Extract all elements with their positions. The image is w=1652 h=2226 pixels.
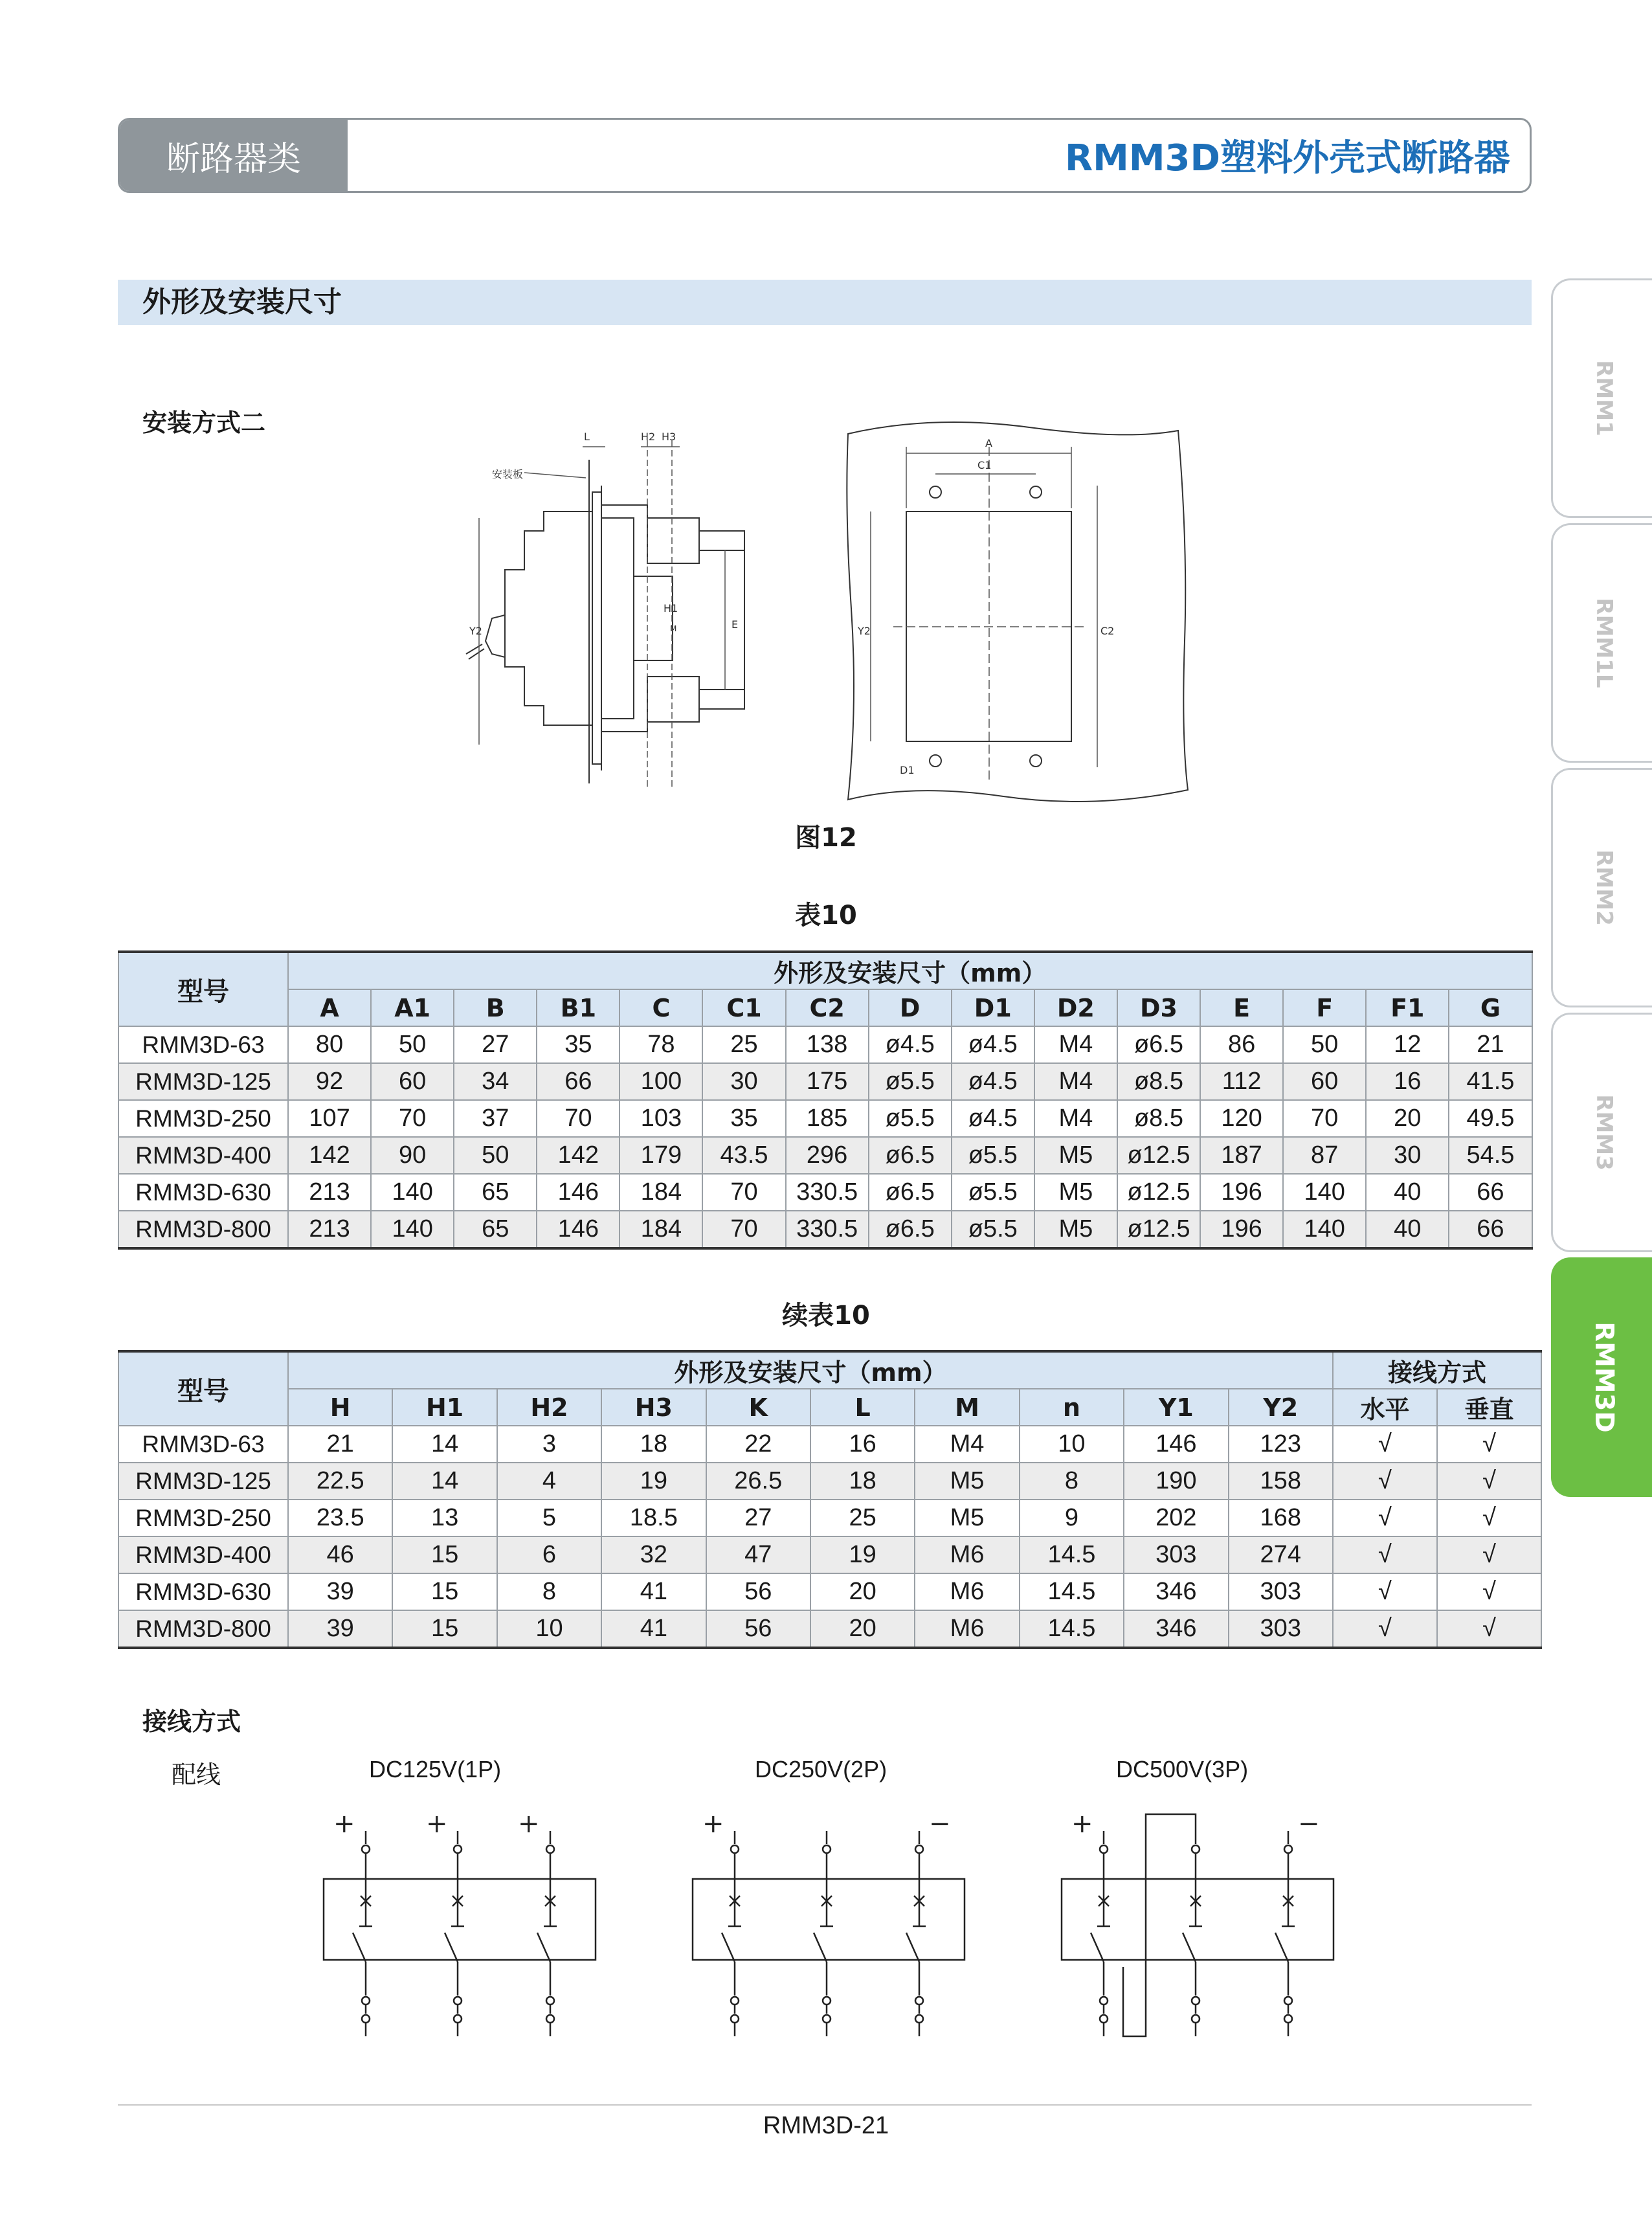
column-header: L bbox=[810, 1389, 915, 1426]
value-cell: ø8.5 bbox=[1117, 1063, 1200, 1100]
value-cell: 25 bbox=[810, 1500, 915, 1536]
value-cell: 330.5 bbox=[786, 1211, 869, 1248]
wiring-heading: 接线方式 bbox=[142, 1707, 241, 1736]
value-cell: 140 bbox=[371, 1211, 454, 1248]
value-cell: 140 bbox=[1283, 1211, 1366, 1248]
value-cell: M4 bbox=[1034, 1100, 1117, 1137]
value-cell: 196 bbox=[1200, 1211, 1283, 1248]
value-cell: 6 bbox=[497, 1536, 601, 1573]
value-cell: 32 bbox=[601, 1536, 706, 1573]
value-cell: 46 bbox=[288, 1536, 392, 1573]
wiring-column-header: 水平 bbox=[1333, 1389, 1437, 1426]
check-icon: √ bbox=[1333, 1536, 1437, 1573]
value-cell: 296 bbox=[786, 1137, 869, 1174]
table-row bbox=[118, 1610, 1541, 1648]
value-cell: 346 bbox=[1124, 1610, 1228, 1648]
minus-sign: − bbox=[929, 1809, 951, 1839]
value-cell: 20 bbox=[810, 1573, 915, 1610]
value-cell: 190 bbox=[1124, 1463, 1228, 1500]
value-cell: 14 bbox=[392, 1463, 497, 1500]
value-cell: 21 bbox=[1449, 1026, 1532, 1063]
value-cell: ø12.5 bbox=[1117, 1137, 1200, 1174]
value-cell: ø4.5 bbox=[952, 1026, 1034, 1063]
model-cell: RMM3D-630 bbox=[118, 1573, 288, 1610]
model-cell: RMM3D-800 bbox=[118, 1610, 288, 1648]
value-cell: 19 bbox=[601, 1463, 706, 1500]
value-cell: M6 bbox=[915, 1536, 1019, 1573]
value-cell: 60 bbox=[1283, 1063, 1366, 1100]
value-cell: 112 bbox=[1200, 1063, 1283, 1100]
label-y2-side: Y2 bbox=[469, 625, 482, 637]
column-header: D3 bbox=[1117, 989, 1200, 1026]
value-cell: 303 bbox=[1229, 1610, 1333, 1648]
value-cell: 50 bbox=[371, 1026, 454, 1063]
value-cell: 50 bbox=[454, 1137, 537, 1174]
front-view-drawing bbox=[835, 414, 1198, 816]
value-cell: 30 bbox=[1366, 1137, 1449, 1174]
page-header bbox=[118, 118, 1532, 193]
column-header: M bbox=[915, 1389, 1019, 1426]
value-cell: 90 bbox=[371, 1137, 454, 1174]
value-cell: M5 bbox=[1034, 1174, 1117, 1211]
value-cell: 13 bbox=[392, 1500, 497, 1536]
table-row bbox=[118, 1536, 1541, 1573]
value-cell: 41 bbox=[601, 1610, 706, 1648]
table-row bbox=[118, 1573, 1541, 1610]
value-cell: 66 bbox=[1449, 1211, 1532, 1248]
value-cell: 54.5 bbox=[1449, 1137, 1532, 1174]
value-cell: 22 bbox=[706, 1426, 810, 1463]
model-header: 型号 bbox=[118, 1351, 288, 1426]
value-cell: ø12.5 bbox=[1117, 1211, 1200, 1248]
value-cell: 37 bbox=[454, 1100, 537, 1137]
plus-sign: + bbox=[702, 1809, 724, 1839]
value-cell: 39 bbox=[288, 1573, 392, 1610]
value-cell: 14.5 bbox=[1020, 1536, 1124, 1573]
column-header: E bbox=[1200, 989, 1283, 1026]
section-title: 外形及安装尺寸 bbox=[142, 286, 342, 319]
value-cell: M6 bbox=[915, 1573, 1019, 1610]
value-cell: 19 bbox=[810, 1536, 915, 1573]
footer-rule bbox=[118, 2104, 1532, 2106]
table-row bbox=[118, 1026, 1532, 1063]
table10b-caption: 续表10 bbox=[782, 1301, 870, 1331]
label-panel: 安装板 bbox=[492, 468, 524, 480]
value-cell: 50 bbox=[1283, 1026, 1366, 1063]
side-view-drawing bbox=[453, 421, 816, 809]
value-cell: 70 bbox=[702, 1211, 785, 1248]
value-cell: 202 bbox=[1124, 1500, 1228, 1536]
value-cell: 146 bbox=[537, 1211, 620, 1248]
value-cell: 303 bbox=[1124, 1536, 1228, 1573]
value-cell: 47 bbox=[706, 1536, 810, 1573]
table-row bbox=[118, 1463, 1541, 1500]
value-cell: 87 bbox=[1283, 1137, 1366, 1174]
value-cell: 3 bbox=[497, 1426, 601, 1463]
label-l: L bbox=[584, 431, 590, 443]
model-cell: RMM3D-250 bbox=[118, 1100, 288, 1137]
label-a: A bbox=[985, 437, 992, 449]
table-row bbox=[118, 1500, 1541, 1536]
value-cell: 35 bbox=[537, 1026, 620, 1063]
label-e: E bbox=[731, 618, 739, 631]
side-tab-rmm2[interactable] bbox=[1551, 768, 1652, 1007]
value-cell: 184 bbox=[620, 1211, 702, 1248]
check-icon: √ bbox=[1333, 1610, 1437, 1648]
mount-heading: 安装方式二 bbox=[142, 409, 266, 437]
column-header: D bbox=[869, 989, 952, 1026]
dimension-table-10 bbox=[118, 950, 1533, 1250]
value-cell: ø6.5 bbox=[869, 1137, 952, 1174]
table-row bbox=[118, 1137, 1532, 1174]
value-cell: 140 bbox=[371, 1174, 454, 1211]
value-cell: 40 bbox=[1366, 1174, 1449, 1211]
check-icon: √ bbox=[1437, 1426, 1541, 1463]
table-row bbox=[118, 1174, 1532, 1211]
value-cell: M4 bbox=[1034, 1026, 1117, 1063]
value-cell: 65 bbox=[454, 1211, 537, 1248]
minus-sign: − bbox=[1298, 1809, 1320, 1839]
model-cell: RMM3D-63 bbox=[118, 1026, 288, 1063]
header-category: 断路器类 bbox=[120, 120, 348, 191]
value-cell: 107 bbox=[288, 1100, 371, 1137]
value-cell: 175 bbox=[786, 1063, 869, 1100]
model-cell: RMM3D-63 bbox=[118, 1426, 288, 1463]
diagram-title-1p: DC125V(1P) bbox=[369, 1756, 502, 1782]
wiring-group-header: 接线方式 bbox=[1333, 1351, 1541, 1389]
value-cell: 16 bbox=[810, 1426, 915, 1463]
value-cell: ø5.5 bbox=[869, 1063, 952, 1100]
column-header: B bbox=[454, 989, 537, 1026]
value-cell: M5 bbox=[915, 1463, 1019, 1500]
value-cell: 39 bbox=[288, 1610, 392, 1648]
plus-sign: + bbox=[333, 1809, 355, 1839]
check-icon: √ bbox=[1333, 1500, 1437, 1536]
value-cell: 213 bbox=[288, 1211, 371, 1248]
value-cell: 330.5 bbox=[786, 1174, 869, 1211]
value-cell: 18.5 bbox=[601, 1500, 706, 1536]
value-cell: ø4.5 bbox=[952, 1100, 1034, 1137]
page-number: RMM3D-21 bbox=[763, 2112, 889, 2139]
side-tab-rmm3d[interactable] bbox=[1551, 1257, 1652, 1497]
value-cell: 22.5 bbox=[288, 1463, 392, 1500]
label-c2: C2 bbox=[1100, 625, 1115, 637]
value-cell: 65 bbox=[454, 1174, 537, 1211]
label-c1: C1 bbox=[977, 459, 992, 471]
value-cell: 274 bbox=[1229, 1536, 1333, 1573]
value-cell: ø5.5 bbox=[952, 1137, 1034, 1174]
side-tab-label: RMM1L bbox=[1591, 598, 1617, 688]
value-cell: 9 bbox=[1020, 1500, 1124, 1536]
value-cell: 213 bbox=[288, 1174, 371, 1211]
value-cell: M5 bbox=[915, 1500, 1019, 1536]
value-cell: 4 bbox=[497, 1463, 601, 1500]
value-cell: ø6.5 bbox=[869, 1211, 952, 1248]
value-cell: M5 bbox=[1034, 1211, 1117, 1248]
diagram-title-2p: DC250V(2P) bbox=[755, 1756, 887, 1782]
value-cell: 179 bbox=[620, 1137, 702, 1174]
model-cell: RMM3D-800 bbox=[118, 1211, 288, 1248]
value-cell: 123 bbox=[1229, 1426, 1333, 1463]
column-header: A1 bbox=[371, 989, 454, 1026]
check-icon: √ bbox=[1333, 1426, 1437, 1463]
diagram-title-3p: DC500V(3P) bbox=[1116, 1756, 1249, 1782]
value-cell: 142 bbox=[537, 1137, 620, 1174]
label-m: M bbox=[670, 624, 677, 633]
value-cell: 43.5 bbox=[702, 1137, 785, 1174]
value-cell: 27 bbox=[706, 1500, 810, 1536]
value-cell: 20 bbox=[810, 1610, 915, 1648]
value-cell: M5 bbox=[1034, 1137, 1117, 1174]
side-tab-label: RMM2 bbox=[1591, 849, 1617, 926]
value-cell: 184 bbox=[620, 1174, 702, 1211]
value-cell: 15 bbox=[392, 1573, 497, 1610]
value-cell: 15 bbox=[392, 1536, 497, 1573]
wiring-diagrams bbox=[311, 1806, 1346, 2046]
value-cell: 56 bbox=[706, 1610, 810, 1648]
column-header: K bbox=[706, 1389, 810, 1426]
value-cell: 16 bbox=[1366, 1063, 1449, 1100]
value-cell: 35 bbox=[702, 1100, 785, 1137]
value-cell: 346 bbox=[1124, 1573, 1228, 1610]
value-cell: 66 bbox=[537, 1063, 620, 1100]
value-cell: 70 bbox=[1283, 1100, 1366, 1137]
value-cell: 146 bbox=[1124, 1426, 1228, 1463]
label-h1: H1 bbox=[664, 602, 678, 614]
model-cell: RMM3D-125 bbox=[118, 1463, 288, 1500]
value-cell: ø6.5 bbox=[1117, 1026, 1200, 1063]
side-tab-label: RMM1 bbox=[1591, 360, 1617, 436]
dimension-group-header: 外形及安装尺寸（mm） bbox=[288, 952, 1532, 989]
value-cell: 120 bbox=[1200, 1100, 1283, 1137]
value-cell: 14.5 bbox=[1020, 1610, 1124, 1648]
check-icon: √ bbox=[1437, 1573, 1541, 1610]
value-cell: 70 bbox=[537, 1100, 620, 1137]
side-tab-label: RMM3 bbox=[1591, 1094, 1617, 1171]
value-cell: ø5.5 bbox=[952, 1174, 1034, 1211]
label-d1: D1 bbox=[900, 764, 915, 776]
column-header: H1 bbox=[392, 1389, 497, 1426]
column-header: D2 bbox=[1034, 989, 1117, 1026]
value-cell: ø4.5 bbox=[869, 1026, 952, 1063]
table-row bbox=[118, 1426, 1541, 1463]
side-tab-rmm1l[interactable] bbox=[1551, 523, 1652, 763]
value-cell: 70 bbox=[702, 1174, 785, 1211]
value-cell: 27 bbox=[454, 1026, 537, 1063]
value-cell: 100 bbox=[620, 1063, 702, 1100]
value-cell: 56 bbox=[706, 1573, 810, 1610]
label-y2-front: Y2 bbox=[858, 625, 871, 637]
value-cell: 8 bbox=[1020, 1463, 1124, 1500]
value-cell: 12 bbox=[1366, 1026, 1449, 1063]
value-cell: 103 bbox=[620, 1100, 702, 1137]
value-cell: 10 bbox=[497, 1610, 601, 1648]
model-cell: RMM3D-400 bbox=[118, 1536, 288, 1573]
value-cell: ø8.5 bbox=[1117, 1100, 1200, 1137]
value-cell: ø4.5 bbox=[952, 1063, 1034, 1100]
value-cell: 10 bbox=[1020, 1426, 1124, 1463]
value-cell: 20 bbox=[1366, 1100, 1449, 1137]
value-cell: 168 bbox=[1229, 1500, 1333, 1536]
value-cell: 80 bbox=[288, 1026, 371, 1063]
check-icon: √ bbox=[1437, 1463, 1541, 1500]
column-header: Y1 bbox=[1124, 1389, 1228, 1426]
value-cell: 25 bbox=[702, 1026, 785, 1063]
column-header: C1 bbox=[702, 989, 785, 1026]
value-cell: 187 bbox=[1200, 1137, 1283, 1174]
column-header: H bbox=[288, 1389, 392, 1426]
plus-sign: + bbox=[518, 1809, 540, 1839]
value-cell: 146 bbox=[537, 1174, 620, 1211]
model-cell: RMM3D-630 bbox=[118, 1174, 288, 1211]
value-cell: 21 bbox=[288, 1426, 392, 1463]
column-header: H3 bbox=[601, 1389, 706, 1426]
label-h2: H2 bbox=[641, 431, 656, 443]
column-header: H2 bbox=[497, 1389, 601, 1426]
value-cell: M4 bbox=[915, 1426, 1019, 1463]
model-cell: RMM3D-125 bbox=[118, 1063, 288, 1100]
value-cell: 30 bbox=[702, 1063, 785, 1100]
value-cell: 14.5 bbox=[1020, 1573, 1124, 1610]
value-cell: 70 bbox=[371, 1100, 454, 1137]
value-cell: 66 bbox=[1449, 1174, 1532, 1211]
plus-sign: + bbox=[426, 1809, 448, 1839]
model-cell: RMM3D-400 bbox=[118, 1137, 288, 1174]
column-header: C bbox=[620, 989, 702, 1026]
column-header: F bbox=[1283, 989, 1366, 1026]
wiring-sub-label: 配线 bbox=[172, 1760, 221, 1789]
value-cell: 142 bbox=[288, 1137, 371, 1174]
value-cell: 49.5 bbox=[1449, 1100, 1532, 1137]
value-cell: M4 bbox=[1034, 1063, 1117, 1100]
value-cell: 303 bbox=[1229, 1573, 1333, 1610]
value-cell: 78 bbox=[620, 1026, 702, 1063]
value-cell: 158 bbox=[1229, 1463, 1333, 1500]
value-cell: 18 bbox=[810, 1463, 915, 1500]
value-cell: ø5.5 bbox=[869, 1100, 952, 1137]
value-cell: M6 bbox=[915, 1610, 1019, 1648]
value-cell: ø12.5 bbox=[1117, 1174, 1200, 1211]
value-cell: 5 bbox=[497, 1500, 601, 1536]
model-header: 型号 bbox=[118, 952, 288, 1026]
wiring-column-header: 垂直 bbox=[1437, 1389, 1541, 1426]
column-header: A bbox=[288, 989, 371, 1026]
check-icon: √ bbox=[1333, 1463, 1437, 1500]
value-cell: 15 bbox=[392, 1610, 497, 1648]
column-header: B1 bbox=[537, 989, 620, 1026]
figure-caption: 图12 bbox=[795, 823, 857, 853]
value-cell: 60 bbox=[371, 1063, 454, 1100]
value-cell: ø6.5 bbox=[869, 1174, 952, 1211]
value-cell: 41 bbox=[601, 1573, 706, 1610]
check-icon: √ bbox=[1437, 1536, 1541, 1573]
model-cell: RMM3D-250 bbox=[118, 1500, 288, 1536]
column-header: C2 bbox=[786, 989, 869, 1026]
value-cell: 196 bbox=[1200, 1174, 1283, 1211]
value-cell: 23.5 bbox=[288, 1500, 392, 1536]
table10-caption: 表10 bbox=[795, 901, 857, 930]
label-h3: H3 bbox=[662, 431, 676, 443]
side-tab-rmm1[interactable] bbox=[1551, 278, 1652, 518]
value-cell: 40 bbox=[1366, 1211, 1449, 1248]
check-icon: √ bbox=[1437, 1500, 1541, 1536]
value-cell: 34 bbox=[454, 1063, 537, 1100]
column-header: D1 bbox=[952, 989, 1034, 1026]
column-header: Y2 bbox=[1229, 1389, 1333, 1426]
dimension-table-10-continued bbox=[118, 1350, 1542, 1649]
table-row bbox=[118, 1211, 1532, 1248]
value-cell: 14 bbox=[392, 1426, 497, 1463]
value-cell: 185 bbox=[786, 1100, 869, 1137]
value-cell: 18 bbox=[601, 1426, 706, 1463]
column-header: G bbox=[1449, 989, 1532, 1026]
value-cell: ø5.5 bbox=[952, 1211, 1034, 1248]
value-cell: 138 bbox=[786, 1026, 869, 1063]
table-row bbox=[118, 1100, 1532, 1137]
header-product-title: RMM3D塑料外壳式断路器 bbox=[1064, 137, 1510, 179]
value-cell: 41.5 bbox=[1449, 1063, 1532, 1100]
value-cell: 8 bbox=[497, 1573, 601, 1610]
value-cell: 86 bbox=[1200, 1026, 1283, 1063]
table-row bbox=[118, 1063, 1532, 1100]
dimension-group-header: 外形及安装尺寸（mm） bbox=[288, 1351, 1333, 1389]
plus-sign: + bbox=[1071, 1809, 1093, 1839]
column-header: n bbox=[1020, 1389, 1124, 1426]
side-tab-label: RMM3D bbox=[1589, 1321, 1619, 1433]
side-tab-rmm3[interactable] bbox=[1551, 1013, 1652, 1252]
check-icon: √ bbox=[1333, 1573, 1437, 1610]
value-cell: 92 bbox=[288, 1063, 371, 1100]
column-header: F1 bbox=[1366, 989, 1449, 1026]
value-cell: 26.5 bbox=[706, 1463, 810, 1500]
value-cell: 140 bbox=[1283, 1174, 1366, 1211]
check-icon: √ bbox=[1437, 1610, 1541, 1648]
